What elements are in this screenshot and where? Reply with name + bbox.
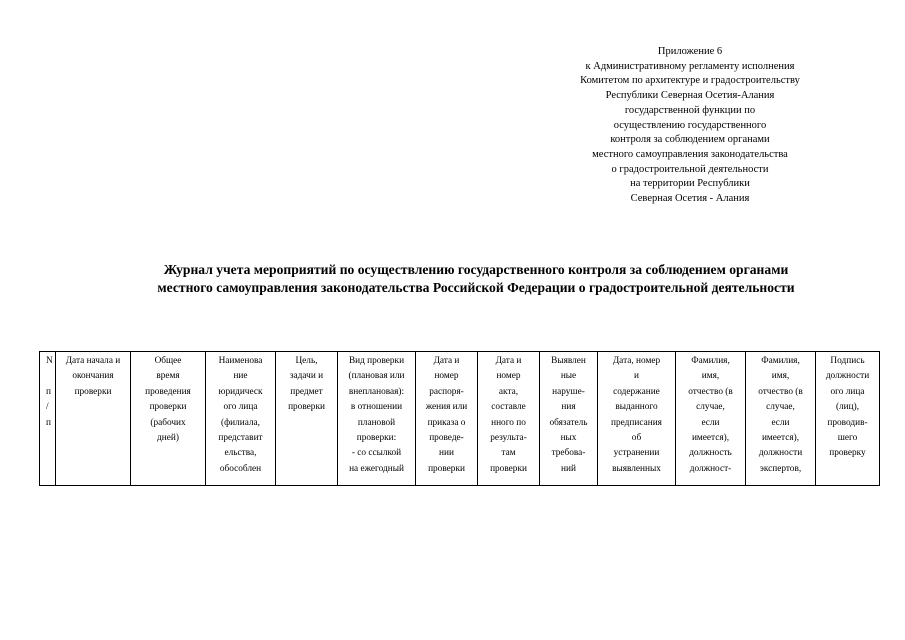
header-line: жения или [425,402,468,413]
header-line: случае, [766,402,795,413]
header-line: ний [561,463,576,474]
header-line: п [46,417,51,428]
column-header-order [416,352,478,486]
header-line: ных [560,433,577,444]
header-line: должности [825,371,870,382]
appendix-line: местного самоуправления законодательства [592,148,788,160]
header-line: обособлен [219,463,262,474]
header-line: должност- [689,463,732,474]
header-line: N [46,356,53,366]
column-header-dates [56,352,131,486]
header-line: наруше- [552,386,585,397]
header-line: (лиц), [835,402,860,413]
header-line: номер [434,371,459,382]
header-line: проведе- [429,433,464,444]
header-line: должность [689,448,732,459]
header-line: Подпись [830,356,865,366]
header-line: должности [758,448,803,459]
header-line: распоря- [429,386,464,397]
header-line: ого лица [830,386,865,397]
appendix-line: на территории Республики [630,178,750,190]
header-line: результа- [490,433,527,444]
column-header-experts [746,352,816,486]
header-line: ельства, [224,448,257,459]
header-line: об [631,433,642,444]
header-line: Наименова [218,356,263,366]
header-line: номер [496,371,521,382]
journal-table [39,351,880,486]
header-line: отчество (в [688,386,733,397]
table-header-row [40,352,880,486]
header-line: выявленных [612,463,661,474]
column-header-officials [676,352,746,486]
header-line: проверки [74,386,112,397]
column-header-duration [131,352,206,486]
header-line: проводив- [827,417,868,428]
appendix-line: к Административному регламенту исполнения [585,60,795,72]
header-line: Цель, [295,356,318,366]
header-line: задачи и [289,371,324,382]
header-line: экспертов, [759,463,802,474]
header-line: случае, [696,402,725,413]
header-line: содержание [613,386,660,397]
header-line: предмет [290,386,323,397]
header-line: имеется), [691,433,730,444]
header-line: нного по [491,417,526,428]
column-header-number [40,352,56,486]
header-line: Вид проверки [348,356,405,366]
header-line: проверки: [356,433,397,444]
header-line: в отношении [350,402,403,413]
header-line: проведения [145,386,191,397]
header-line: (филиала, [220,417,260,428]
header-line: ные [560,371,577,382]
header-line: если [701,417,720,428]
column-header-prescription [598,352,676,486]
header-line: приказа о [427,417,466,428]
header-line: Общее [154,356,182,366]
header-line: представит [218,433,263,444]
column-header-inspection-type [338,352,416,486]
header-line: там [501,448,516,459]
header-line: (плановая или [348,371,405,382]
appendix-line: Приложение 6 [657,46,723,57]
header-line: нии [439,448,454,459]
column-header-violations [540,352,598,486]
header-line: и [634,371,639,382]
header-line: шего [837,433,858,444]
header-line: имя, [701,371,720,382]
header-line: ния [561,402,576,413]
column-header-entity-name [206,352,276,486]
header-line: п [46,386,51,397]
appendix-line: государственной функции по [624,104,756,116]
column-header-signature [816,352,880,486]
appendix-header [540,45,840,207]
header-line: Выявлен [551,356,586,366]
header-line: составле [491,402,526,413]
appendix-line: Республики Северная Осетия-Алания [605,90,775,102]
header-line: Дата и [433,356,460,366]
header-line: проверки [428,463,465,474]
document-title [60,261,892,297]
header-line: проверки [288,402,325,413]
header-line: Фамилия, [691,356,730,366]
header-line: Дата начала и [65,356,121,366]
header-line: (рабочих [150,417,186,428]
header-line: обязатель [549,417,588,428]
appendix-line: Северная Осетия - Алания [630,193,750,205]
header-line: предписания [611,417,662,428]
header-line [46,369,54,384]
header-line: устранении [613,448,660,459]
header-line: на ежегодный [349,463,404,474]
header-line: окончания [72,371,114,382]
header-line: / [46,402,49,413]
appendix-line: осуществлению государственного [613,119,767,131]
header-line: имеется), [761,433,800,444]
header-line: выданного [615,402,658,413]
header-line: ого лица [223,402,258,413]
header-line: проверки [490,463,527,474]
header-line: время [156,371,180,382]
header-line: ние [233,371,248,382]
header-line: Дата, номер [612,356,661,366]
header-line: - со ссылкой [351,448,402,459]
header-line: внеплановая): [348,386,405,397]
header-line: дней) [157,433,179,444]
column-header-act [478,352,540,486]
header-line: требова- [551,448,586,459]
appendix-line: о градостроительной деятельности [611,163,769,175]
header-line: имя, [771,371,790,382]
appendix-line: контроля за соблюдением органами [610,134,770,146]
header-line: Дата и [495,356,522,366]
appendix-line: Комитетом по архитектуре и градостроительству [580,75,800,87]
header-line: если [771,417,790,428]
header-line: проверки [149,402,187,413]
title-line-2: местного самоуправления законодательства Российской Федерации о градостроительной деятельности [157,280,795,295]
header-line: акта, [498,386,519,397]
header-line: проверку [829,448,866,459]
column-header-goal [276,352,338,486]
header-line: юридическ [218,386,263,397]
header-line: плановой [357,417,396,428]
header-line: Фамилия, [761,356,800,366]
header-line: отчество (в [758,386,803,397]
title-line-1: Журнал учета мероприятий по осуществлению государственного контроля за соблюдением органами [163,262,789,277]
